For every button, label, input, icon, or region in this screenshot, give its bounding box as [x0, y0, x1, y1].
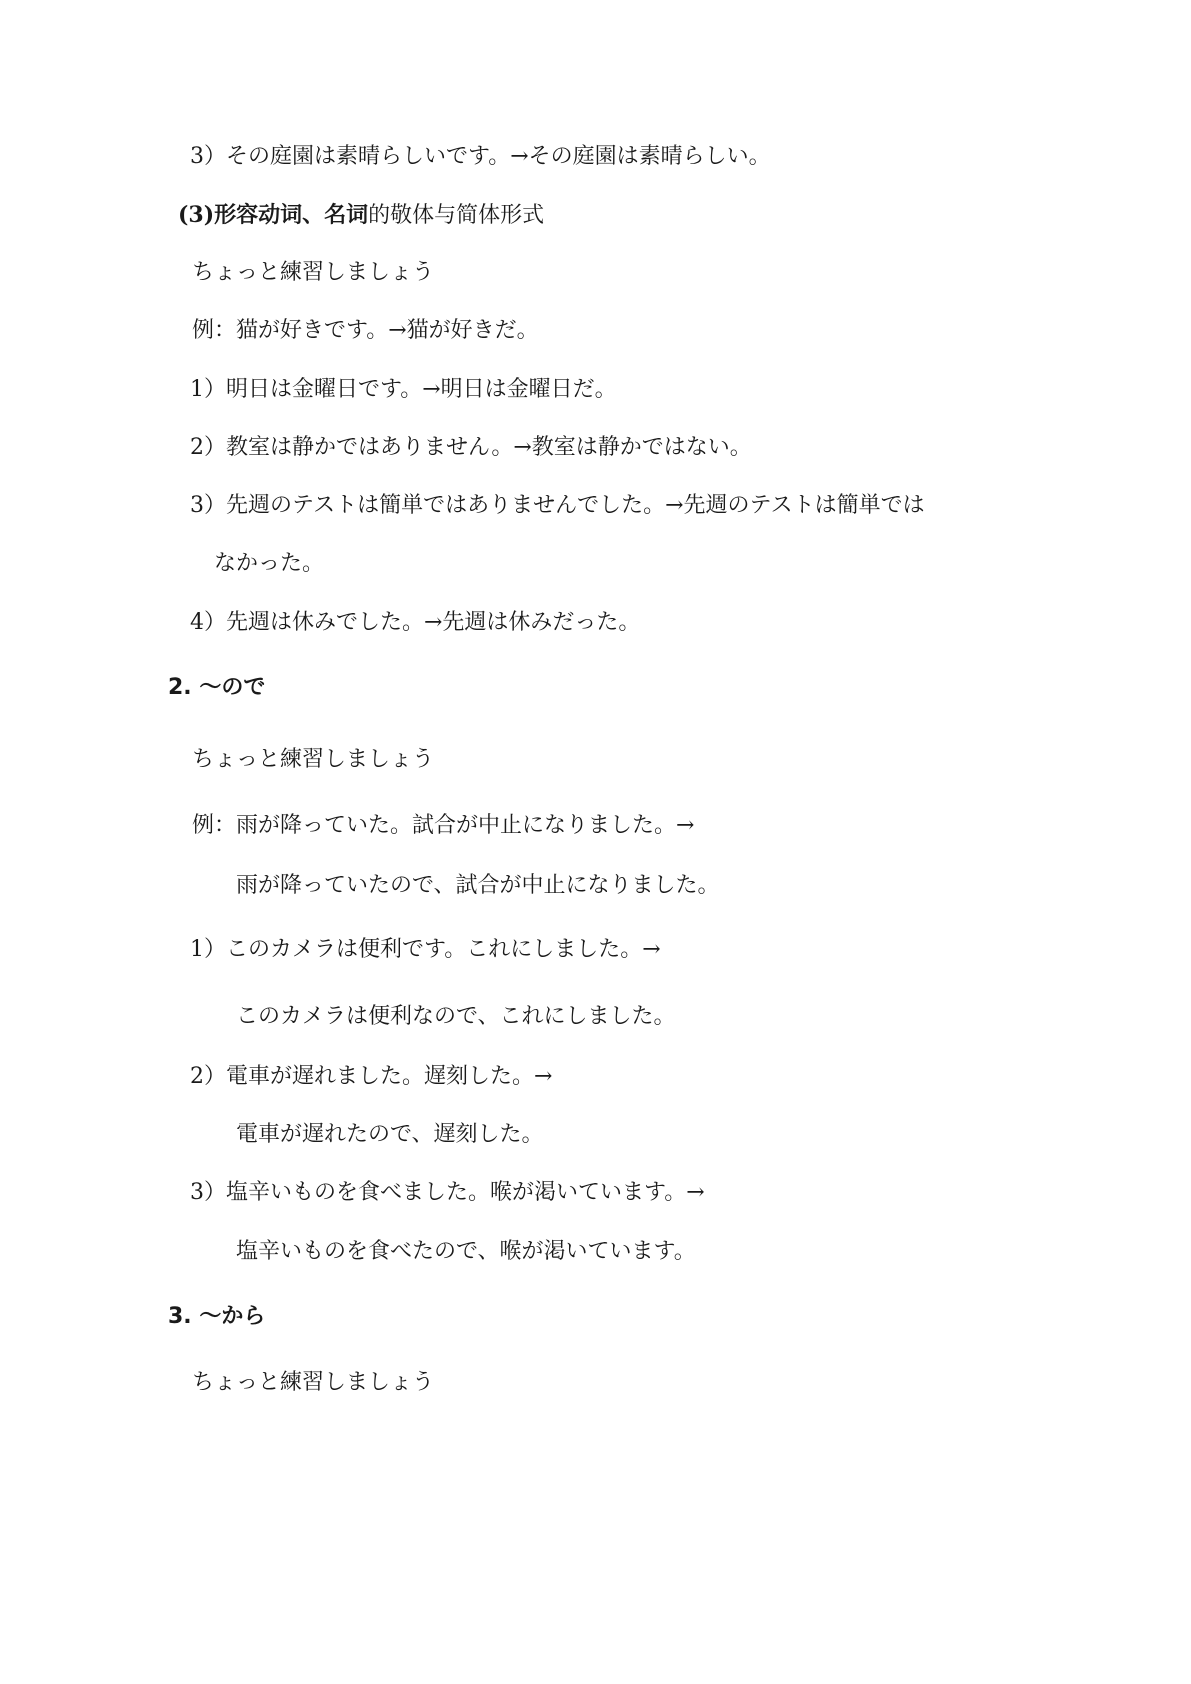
exercise-line: 1）明日は金曜日です。→明日は金曜日だ。 — [190, 377, 617, 402]
exercise-line: 3）その庭園は素晴らしいです。→その庭園は素晴らしい。 — [190, 144, 771, 169]
exercise-line: 2）教室は静かではありません。→教室は静かではない。 — [190, 435, 752, 460]
example-line: 例：雨が降っていた。試合が中止になりました。→ — [192, 813, 695, 838]
exercise-line: 2）電車が遅れました。遅刻した。→ — [190, 1064, 553, 1089]
exercise-line: 3）先週のテストは簡単ではありませんでした。→先週のテストは簡単では — [190, 493, 925, 518]
exercise-line: 1）このカメラは便利です。これにしました。→ — [190, 937, 661, 962]
exercise-line-continued: なかった。 — [214, 551, 325, 576]
practice-label: ちょっと練習しましょう — [192, 260, 435, 285]
example-answer: 雨が降っていたので、試合が中止になりました。 — [236, 873, 720, 898]
section-heading — [178, 200, 544, 231]
example-line: 例：猫が好きです。→猫が好きだ。 — [192, 318, 539, 343]
section-bold-title: 形容动词、名词 — [214, 203, 369, 228]
section-number: (3) — [178, 202, 215, 228]
section-heading: 2. ～ので — [168, 675, 266, 700]
section-title-rest: 的敬体与简体形式 — [368, 203, 545, 228]
section-heading: 3. ～から — [168, 1304, 266, 1329]
exercise-line: 3）塩辛いものを食べました。喉が渇いています。→ — [190, 1180, 705, 1205]
practice-label: ちょっと練習しましょう — [192, 1370, 435, 1395]
practice-label: ちょっと練習しましょう — [192, 747, 435, 772]
exercise-line: 4）先週は休みでした。→先週は休みだった。 — [190, 610, 641, 635]
exercise-answer: 電車が遅れたので、遅刻した。 — [236, 1122, 544, 1147]
exercise-answer: このカメラは便利なので、これにしました。 — [236, 1004, 676, 1029]
exercise-answer: 塩辛いものを食べたので、喉が渇いています。 — [236, 1239, 696, 1264]
